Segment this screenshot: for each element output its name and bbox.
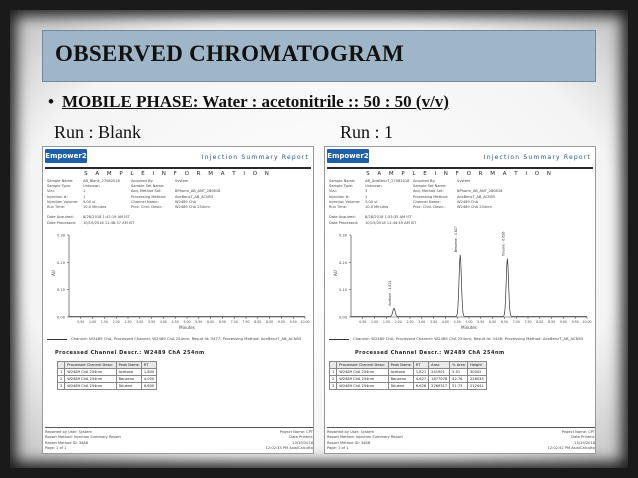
x-tick-label: 8.50 bbox=[266, 320, 274, 324]
peak-table-header-cell: % Area bbox=[450, 362, 468, 369]
info-cell: System bbox=[175, 179, 189, 183]
slide-title: OBSERVED CHROMATOGRAM bbox=[55, 41, 405, 66]
info-cell: Sample Type: bbox=[47, 184, 72, 189]
table-cell: Acetone bbox=[116, 369, 141, 376]
table-cell: 212441 bbox=[468, 383, 487, 390]
x-tick-label: 6.00 bbox=[489, 320, 497, 324]
time-printed: 12:02:52 PM Asia/Calcutta bbox=[547, 445, 595, 450]
info-cell: AB_AceBenzT_27082018 bbox=[365, 179, 410, 183]
x-tick-label: 3.00 bbox=[136, 320, 144, 324]
empower-logo: Empower2 bbox=[45, 149, 87, 163]
info-cell: Processing Method: bbox=[413, 194, 449, 199]
table-cell: Toluene bbox=[388, 383, 413, 390]
time-printed: 12:02:33 PM Asia/Calcutta bbox=[265, 445, 313, 450]
peak-table bbox=[329, 361, 487, 390]
page-number: Page: 1 of 1 bbox=[327, 445, 349, 450]
peak-table-header-cell: Height bbox=[468, 362, 487, 369]
table-cell: 226033 bbox=[468, 376, 487, 383]
info-cell: Proc. Chnl. Descr.: bbox=[131, 205, 164, 210]
info-cell: 5.00 ul bbox=[365, 199, 378, 204]
x-tick-label: 9.00 bbox=[559, 320, 567, 324]
table-cell: Benzene bbox=[116, 376, 141, 383]
table-cell: W2489 ChA 254nm bbox=[337, 383, 388, 390]
info-cell: Injection #: bbox=[47, 194, 68, 199]
x-tick-label: 7.50 bbox=[524, 320, 532, 324]
info-cell: Proc. Chnl. Descr.: bbox=[413, 205, 446, 210]
info-cell: 1 bbox=[83, 189, 86, 194]
peak-label: Acetone - 1.821 bbox=[387, 280, 392, 306]
title-bar bbox=[42, 30, 596, 82]
x-tick-label: 4.00 bbox=[441, 320, 449, 324]
report-method: Report Method: Injection Summary Report bbox=[327, 435, 403, 440]
x-tick-label: 5.50 bbox=[477, 320, 485, 324]
info-cell: Injection Volume: bbox=[47, 199, 79, 204]
project-name: Project Name: CPT bbox=[561, 430, 595, 435]
x-tick-label: 3.50 bbox=[148, 320, 156, 324]
date-printed-label: Date Printed: bbox=[289, 435, 313, 440]
report-method-id: Report Method ID: 3488 bbox=[45, 440, 89, 445]
x-tick-label: 1.00 bbox=[371, 320, 379, 324]
chromatogram-trace bbox=[351, 255, 587, 317]
x-tick-label: 10.00 bbox=[300, 320, 310, 324]
info-cell: Channel Name: bbox=[131, 199, 159, 204]
info-cell: Run Time: bbox=[329, 205, 348, 210]
bullet-dot-icon: • bbox=[48, 92, 54, 111]
peak-table-header-cell bbox=[58, 362, 65, 369]
info-cell: Sample Type: bbox=[329, 184, 354, 189]
info-cell: Injection #: bbox=[329, 194, 350, 199]
report-blank bbox=[42, 146, 314, 454]
info-cell: 10.0 Minutes bbox=[83, 205, 107, 210]
table-cell: W2489 ChA 254nm bbox=[337, 376, 388, 383]
info-cell: Channel Name: bbox=[413, 199, 441, 204]
reported-by: Reported by User: System bbox=[45, 430, 92, 435]
table-row bbox=[330, 376, 487, 383]
info-cell: BPharm_AB_ANT_280818 bbox=[175, 189, 221, 194]
table-cell: W2489 ChA 254nm bbox=[337, 369, 388, 376]
chromatogram-chart bbox=[329, 226, 593, 333]
info-cell: Date Processed: bbox=[329, 220, 359, 225]
table-cell: 1.821 bbox=[413, 369, 428, 376]
info-cell: Acquired By: bbox=[131, 179, 154, 183]
info-cell: Unknown bbox=[83, 184, 100, 189]
x-tick-label: 6.50 bbox=[218, 320, 226, 324]
info-cell: 8/28/2018 1:42:19 AM IST bbox=[83, 215, 130, 220]
info-cell: Date Acquired: bbox=[329, 215, 356, 220]
y-tick-label: 0.30 bbox=[56, 233, 65, 238]
x-tick-label: 2.50 bbox=[406, 320, 414, 324]
legend-swatch bbox=[329, 339, 349, 340]
info-cell: 10/19/2018 11:48:37 AM IST bbox=[83, 220, 135, 225]
reported-by: Reported by User: System bbox=[327, 430, 374, 435]
table-cell: 51.73 bbox=[450, 383, 468, 390]
x-tick-label: 6.50 bbox=[500, 320, 508, 324]
x-axis-label: Minutes bbox=[461, 325, 477, 330]
info-cell: W2489 ChA bbox=[457, 199, 479, 204]
x-tick-label: 1.00 bbox=[89, 320, 97, 324]
date-printed: 10/19/2018 bbox=[574, 440, 595, 445]
x-tick-label: 8.00 bbox=[254, 320, 262, 324]
table-cell: 3 bbox=[58, 383, 65, 390]
table-cell: 2 bbox=[58, 376, 65, 383]
y-axis-label: AU bbox=[51, 270, 56, 276]
legend-text: Channel: W2489 ChA; Processed Channel: W2489 ChA 254nm; Result Id: 3446; Processing Method: AceBenzT_AB_ACN55 bbox=[353, 336, 584, 341]
table-cell: W2489 ChA 254nm bbox=[65, 383, 116, 390]
chromatogram-svg bbox=[47, 229, 311, 333]
x-tick-label: 7.00 bbox=[230, 320, 238, 324]
x-tick-label: 7.50 bbox=[242, 320, 250, 324]
run-label-blank: Run : Blank bbox=[54, 122, 142, 142]
table-cell: 1.800 bbox=[141, 369, 156, 376]
table-cell: Benzene bbox=[388, 376, 413, 383]
report-footer bbox=[45, 427, 313, 451]
info-cell: BPharm_AB_ANT_280818 bbox=[457, 189, 503, 194]
info-cell: Acq. Method Set: bbox=[413, 189, 444, 194]
table-cell: Acetone bbox=[388, 369, 413, 376]
section-title: S A M P L E I N F O R M A T I O N bbox=[366, 171, 554, 177]
info-cell: Acquired By: bbox=[413, 179, 436, 183]
table-cell: 1 bbox=[330, 369, 337, 376]
info-cell: Processing Method: bbox=[131, 194, 167, 199]
x-tick-label: 4.00 bbox=[159, 320, 167, 324]
x-tick-label: 2.00 bbox=[394, 320, 402, 324]
x-tick-label: 3.50 bbox=[430, 320, 438, 324]
y-tick-label: 0.10 bbox=[56, 288, 65, 293]
info-cell: Injection Volume: bbox=[329, 199, 361, 204]
x-tick-label: 4.50 bbox=[453, 320, 461, 324]
y-tick-label: 0.10 bbox=[338, 288, 347, 293]
info-cell: Run Time: bbox=[47, 205, 66, 210]
info-cell bbox=[175, 221, 227, 226]
table-cell: 42.76 bbox=[450, 376, 468, 383]
empower-logo: Empower2 bbox=[327, 149, 369, 163]
x-tick-label: 2.00 bbox=[112, 320, 120, 324]
info-cell: 8/28/2018 1:55:35 AM IST bbox=[365, 215, 412, 220]
x-tick-label: 9.50 bbox=[571, 320, 579, 324]
info-cell: Sample Name: bbox=[329, 179, 356, 183]
x-tick-label: 8.00 bbox=[536, 320, 544, 324]
info-cell bbox=[413, 221, 453, 226]
sample-info-grid bbox=[43, 179, 313, 226]
table-cell: 30002 bbox=[468, 369, 487, 376]
x-tick-label: 6.00 bbox=[207, 320, 215, 324]
info-cell: AceBenzT_AB_ACN55 bbox=[457, 194, 496, 199]
chart-legend bbox=[47, 336, 311, 342]
info-cell bbox=[131, 221, 171, 226]
chart-legend bbox=[329, 336, 593, 342]
table-row bbox=[58, 376, 157, 383]
chromatogram-chart bbox=[47, 229, 311, 333]
info-cell: AceBenzT_AB_ACN55 bbox=[175, 194, 214, 199]
table-row bbox=[330, 383, 487, 390]
table-cell: W2489 ChA 254nm bbox=[65, 369, 116, 376]
peak-table-header-cell: RT bbox=[141, 362, 156, 369]
peak-table-header-cell: Area bbox=[429, 362, 450, 369]
report-header bbox=[325, 147, 595, 167]
x-tick-label: 0.50 bbox=[359, 320, 367, 324]
x-tick-label: 3.00 bbox=[418, 320, 426, 324]
run-label-1: Run : 1 bbox=[340, 122, 394, 142]
x-tick-label: 9.50 bbox=[289, 320, 297, 324]
report-header bbox=[43, 147, 313, 167]
x-tick-label: 8.50 bbox=[548, 320, 556, 324]
x-tick-label: 1.50 bbox=[382, 320, 390, 324]
x-tick-label: 5.00 bbox=[465, 320, 473, 324]
table-cell: 241901 bbox=[429, 369, 450, 376]
info-cell: 10/19/2018 11:44:49 AM IST bbox=[365, 220, 417, 225]
peak-table-header bbox=[58, 362, 157, 369]
info-cell: System bbox=[457, 179, 471, 183]
header-divider bbox=[45, 167, 311, 169]
section-title: S A M P L E I N F O R M A T I O N bbox=[84, 171, 272, 177]
x-tick-label: 5.50 bbox=[195, 320, 203, 324]
peak-label: Benzene - 4.627 bbox=[454, 226, 459, 253]
table-cell: 5.51 bbox=[450, 369, 468, 376]
chromatogram-svg bbox=[329, 226, 593, 333]
info-cell bbox=[457, 221, 509, 226]
y-tick-label: 0.20 bbox=[56, 260, 65, 265]
table-cell: 3 bbox=[330, 383, 337, 390]
info-cell: Sample Name: bbox=[47, 179, 74, 183]
peak-table-title: Processed Channel Descr.: W2489 ChA 254nm bbox=[55, 350, 205, 356]
table-cell: W2489 ChA 254nm bbox=[65, 376, 116, 383]
report-run-1 bbox=[324, 146, 596, 454]
table-cell: 2 bbox=[330, 376, 337, 383]
info-cell: 1 bbox=[83, 194, 86, 199]
peak-table-header-cell: Processed Channel Descr. bbox=[337, 362, 388, 369]
info-cell: 5.00 ul bbox=[83, 199, 96, 204]
table-cell: 6.626 bbox=[413, 383, 428, 390]
x-tick-label: 2.50 bbox=[124, 320, 132, 324]
x-tick-label: 9.00 bbox=[277, 320, 285, 324]
date-printed: 10/19/2018 bbox=[292, 440, 313, 445]
x-tick-label: 7.00 bbox=[512, 320, 520, 324]
peak-table-header-cell: RT bbox=[413, 362, 428, 369]
info-cell: Sample Set Name: bbox=[413, 184, 447, 189]
peak-table-header bbox=[330, 362, 487, 369]
x-axis-label: Minutes bbox=[179, 325, 195, 330]
peak-table bbox=[57, 361, 157, 390]
report-method: Report Method: Injection Summary Report bbox=[45, 435, 121, 440]
peak-table-header-cell: Peak Name bbox=[116, 362, 141, 369]
date-printed-label: Date Printed: bbox=[571, 435, 595, 440]
sample-info-grid bbox=[325, 179, 595, 226]
y-tick-label: 0.00 bbox=[56, 315, 65, 320]
legend-text: Channel: W2489 ChA; Processed Channel: W2489 ChA 254nm; Result Id: 3477; Processing Method: AceBenzT_AB_ACN55 bbox=[71, 336, 302, 341]
table-row bbox=[58, 369, 157, 376]
project-name: Project Name: CPT bbox=[279, 430, 313, 435]
table-cell: Toluene bbox=[116, 383, 141, 390]
header-divider bbox=[327, 167, 593, 169]
table-cell: 2269317 bbox=[429, 383, 450, 390]
report-title: Injection Summary Report bbox=[201, 154, 309, 161]
mobile-phase-text: MOBILE PHASE: Water : acetonitrile :: 50 : 50 (v/v) bbox=[61, 92, 449, 111]
info-cell: Date Processed: bbox=[47, 220, 77, 225]
peak-table-header-cell: Processed Channel Descr. bbox=[65, 362, 116, 369]
table-cell: 4.000 bbox=[141, 376, 156, 383]
info-cell: AB_Blank_27082018 bbox=[83, 179, 120, 183]
x-tick-label: 4.50 bbox=[171, 320, 179, 324]
legend-swatch bbox=[47, 339, 67, 340]
info-cell: Sample Set Name: bbox=[131, 184, 165, 189]
table-cell: 4.627 bbox=[413, 376, 428, 383]
x-tick-label: 0.50 bbox=[77, 320, 85, 324]
y-tick-label: 0.20 bbox=[338, 260, 347, 265]
info-cell: Unknown bbox=[365, 184, 382, 189]
y-axis-label: AU bbox=[333, 270, 338, 276]
table-cell: 1877078 bbox=[429, 376, 450, 383]
info-cell: Vial: bbox=[47, 189, 55, 194]
info-cell: 10.0 Minutes bbox=[365, 205, 389, 210]
table-row bbox=[58, 383, 157, 390]
y-tick-label: 0.00 bbox=[338, 315, 347, 320]
info-cell: 3 bbox=[365, 189, 368, 194]
info-cell: W2489 ChA 254nm bbox=[457, 205, 492, 210]
info-cell: W2489 ChA 254nm bbox=[175, 205, 210, 210]
x-tick-label: 5.00 bbox=[183, 320, 191, 324]
table-cell: 6.600 bbox=[141, 383, 156, 390]
table-cell: 1 bbox=[58, 369, 65, 376]
table-row bbox=[330, 369, 487, 376]
x-tick-label: 1.50 bbox=[100, 320, 108, 324]
report-title: Injection Summary Report bbox=[483, 154, 591, 161]
info-cell: W2489 ChA bbox=[175, 199, 197, 204]
peak-table-header-cell bbox=[330, 362, 337, 369]
peak-label: Toluene - 6.626 bbox=[501, 231, 506, 257]
info-cell: Date Acquired: bbox=[47, 215, 74, 220]
info-cell: Acq. Method Set: bbox=[131, 189, 162, 194]
y-tick-label: 0.30 bbox=[338, 233, 347, 238]
info-cell: Vial: bbox=[329, 189, 337, 194]
peak-table-header-cell: Peak Name bbox=[388, 362, 413, 369]
info-cell: 1 bbox=[365, 194, 368, 199]
report-method-id: Report Method ID: 3488 bbox=[327, 440, 371, 445]
page-number: Page: 1 of 1 bbox=[45, 445, 67, 450]
bullet-line bbox=[48, 92, 449, 112]
peak-table-title: Processed Channel Descr.: W2489 ChA 254nm bbox=[355, 350, 505, 356]
report-footer bbox=[327, 427, 595, 451]
x-tick-label: 10.00 bbox=[582, 320, 592, 324]
